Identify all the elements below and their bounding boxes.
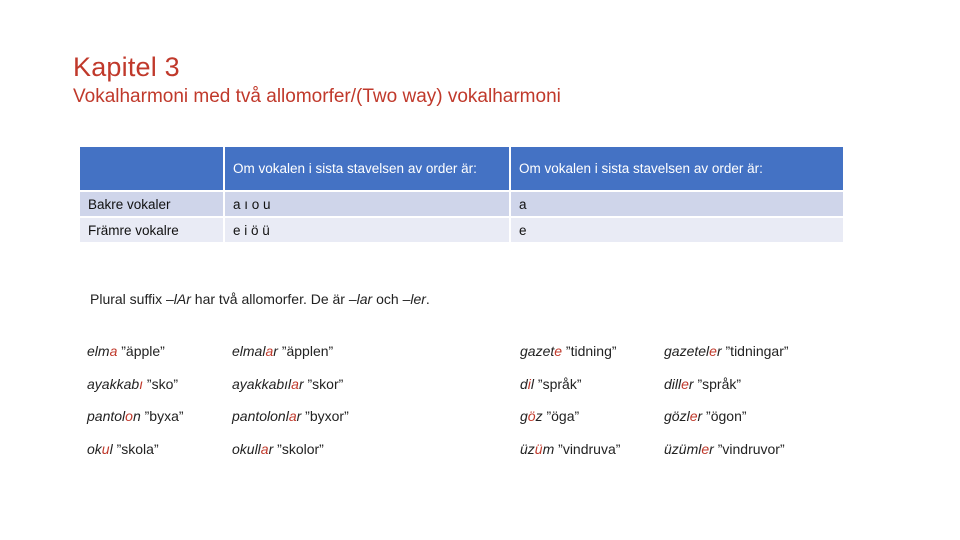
example-item	[232, 343, 333, 359]
word-rest: r	[296, 408, 302, 424]
table-cell: a	[510, 191, 844, 217]
word-stem: d	[520, 375, 528, 392]
vowel-harmony-table	[78, 145, 845, 244]
word-stem: gazetel	[664, 343, 710, 359]
word-rest: n	[132, 408, 141, 424]
word-rest: r	[709, 440, 714, 457]
word-gloss: ”skola”	[112, 440, 159, 457]
table-cell: Främre vokalre	[79, 217, 224, 243]
example-item	[520, 376, 582, 392]
word-stem: gazet	[520, 343, 555, 359]
example-item	[232, 408, 349, 424]
note-text: har två allomorfer. De är –	[190, 291, 357, 307]
table-row	[79, 191, 844, 217]
word-rest: r	[273, 343, 278, 359]
word-gloss: ”ögon”	[702, 408, 747, 424]
word-gloss: ”vindruva”	[554, 440, 621, 457]
word-stem: pantol	[87, 408, 126, 424]
word-rest: r	[716, 343, 722, 359]
word-vowel-mark: a	[291, 375, 299, 392]
example-row	[87, 408, 927, 441]
example-item	[87, 343, 165, 359]
example-item	[520, 408, 579, 424]
table-header-cell: Om vokalen i sista stavelsen av order är:	[224, 146, 510, 191]
word-vowel-mark: ı	[139, 375, 144, 392]
word-stem: ayakkab	[87, 375, 140, 392]
example-row	[87, 376, 927, 409]
word-gloss: ”byxa”	[140, 408, 184, 424]
example-item	[520, 441, 620, 457]
word-rest: l	[109, 440, 113, 457]
note-text: Plural suffix –	[90, 291, 174, 307]
table-cell: e	[510, 217, 844, 243]
note-text: och –	[372, 291, 411, 307]
table-cell: a ı o u	[224, 191, 510, 217]
table-cell: Bakre vokaler	[79, 191, 224, 217]
word-vowel-mark: e	[709, 343, 717, 359]
example-item	[232, 441, 324, 457]
word-vowel-mark: e	[689, 408, 698, 424]
note-suffix-form: lAr	[173, 291, 191, 307]
word-gloss: ”öga”	[542, 408, 580, 424]
example-item	[664, 376, 741, 392]
word-vowel-mark: a	[288, 408, 297, 424]
word-vowel-mark: i	[527, 375, 531, 392]
note-text: .	[425, 291, 430, 307]
word-gloss: ”skor”	[303, 375, 344, 392]
word-gloss: ”språk”	[693, 375, 742, 392]
example-item	[87, 408, 184, 424]
word-gloss: ”skolor”	[273, 440, 324, 457]
word-rest: l	[530, 375, 535, 392]
word-vowel-mark: e	[554, 343, 563, 359]
word-gloss: ”tidning”	[562, 343, 617, 359]
word-vowel-mark: e	[701, 440, 710, 457]
word-stem: elmal	[232, 343, 266, 359]
table-header-cell	[79, 146, 224, 191]
word-gloss: ”språk”	[534, 375, 582, 392]
plural-suffix-note	[90, 291, 430, 307]
example-item	[664, 343, 789, 359]
word-stem: elm	[87, 343, 110, 359]
word-vowel-mark: o	[125, 408, 133, 424]
word-vowel-mark: a	[109, 343, 118, 359]
word-stem: gözl	[664, 408, 690, 424]
example-row	[87, 343, 927, 376]
word-stem: okull	[232, 440, 261, 457]
word-rest: r	[268, 440, 274, 457]
word-stem: ayakkabıl	[232, 375, 292, 392]
word-stem: ok	[87, 440, 102, 457]
examples-list	[87, 343, 927, 473]
note-variant: ler	[410, 291, 426, 307]
word-gloss: ”tidningar”	[721, 343, 789, 359]
word-vowel-mark: ö	[527, 408, 536, 424]
example-item	[520, 343, 617, 359]
table-row	[79, 217, 844, 243]
word-rest: r	[688, 375, 694, 392]
example-item	[87, 441, 159, 457]
word-stem: pantolonl	[232, 408, 289, 424]
example-item	[664, 408, 747, 424]
word-gloss: ”äpplen”	[277, 343, 334, 359]
word-vowel-mark: u	[101, 440, 110, 457]
word-gloss: ”äpple”	[117, 343, 165, 359]
word-rest: m	[542, 440, 555, 457]
example-row	[87, 441, 927, 474]
note-variant: lar	[356, 291, 373, 307]
word-stem: dill	[664, 375, 682, 392]
word-rest: r	[298, 375, 304, 392]
word-vowel-mark: a	[265, 343, 274, 359]
word-stem: üz	[520, 440, 535, 457]
example-item	[664, 441, 785, 457]
word-gloss: ”sko”	[143, 375, 179, 392]
word-rest: z	[535, 408, 543, 424]
word-stem: g	[520, 408, 528, 424]
word-gloss: ”byxor”	[301, 408, 349, 424]
slide-title: Kapitel 3	[73, 52, 180, 82]
example-item	[87, 376, 178, 392]
word-rest: r	[697, 408, 703, 424]
word-vowel-mark: a	[260, 440, 269, 457]
slide-subtitle: Vokalharmoni med två allomorfer/(Two way) vokalharmoni	[73, 86, 561, 107]
word-stem: üzüml	[664, 440, 702, 457]
word-vowel-mark: e	[681, 375, 689, 392]
word-vowel-mark: ü	[534, 440, 543, 457]
table-cell: e i ö ü	[224, 217, 510, 243]
table-header-cell: Om vokalen i sista stavelsen av order är:	[510, 146, 844, 191]
example-item	[232, 376, 343, 392]
word-gloss: ”vindruvor”	[713, 440, 785, 457]
table-header-row	[79, 146, 844, 191]
